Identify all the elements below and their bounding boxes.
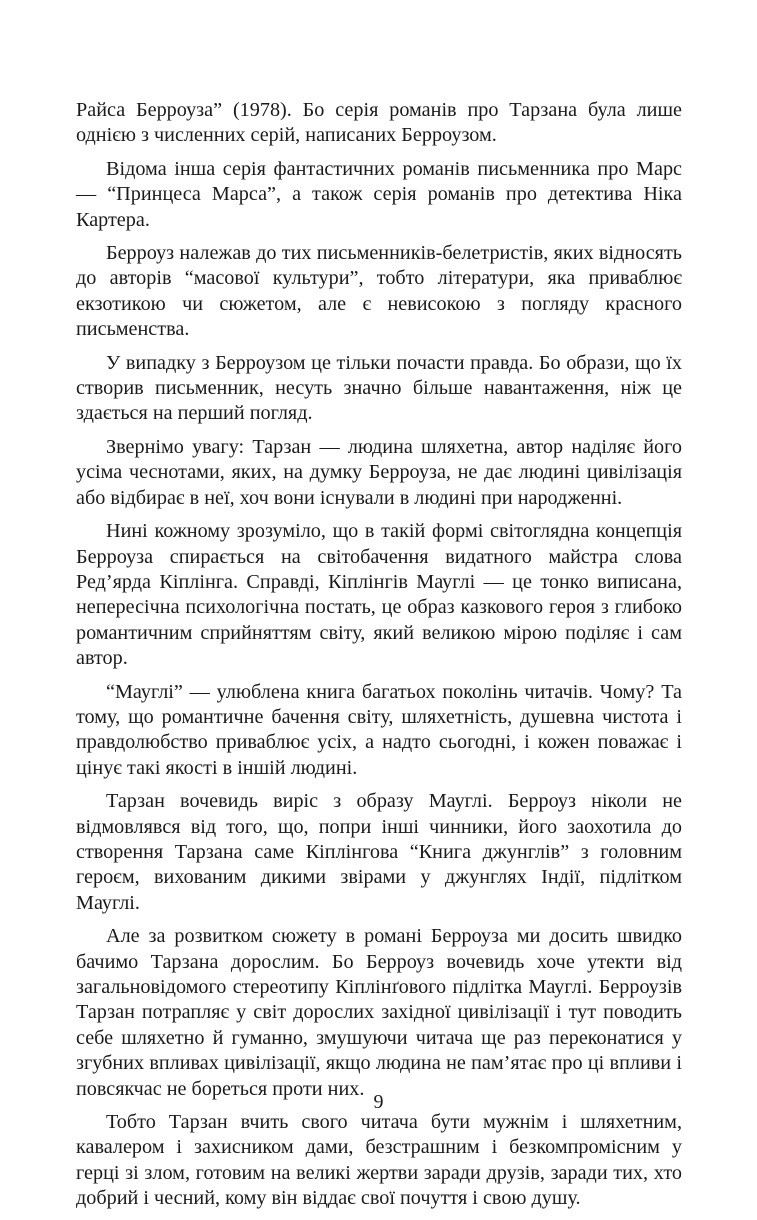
paragraph: Звернімо увагу: Тарзан — людина шляхетна, автор наділяє його усіма чеснотами, яких, на думку Берроуза, не дає людині цивілізація або відбирає в неї, хоч вони існували в людині при народженні. bbox=[76, 435, 682, 509]
paragraph: Відома інша серія фантастичних романів письменника про Марс — “Принцеса Марса”, а також серія романів про детектива Ніка Картера. bbox=[76, 157, 682, 231]
page-number: 9 bbox=[373, 1091, 384, 1113]
paragraph: Берроуз належав до тих письменників-белетристів, яких відносять до авторів “масової культури”, тобто літератури, яка приваблює екзотикою чи сюжетом, але є невисокою з погляду красного письменства. bbox=[76, 242, 682, 341]
paragraph: Тарзан вочевидь виріс з образу Мауглі. Берроуз ніколи не відмовлявся від того, що, попри інші чинники, його заохотила до створення Тарзана саме Кіплінгова “Книга джунглів” з головним героєм, вихованим дикими звірами у джунглях Індії, підлітком Мауглі. bbox=[76, 790, 682, 914]
paragraph: “Мауглі” — улюблена книга багатьох поколінь читачів. Чому? Та тому, що романтичне бачення світу, шляхетність, душевна чистота і правдолюбство приваблює усіх, а надто сьогодні, і кожен поважає і цінує такі якості в іншій людині. bbox=[76, 680, 682, 779]
paragraph: Тобто Тарзан вчить свого читача бути мужнім і шляхетним, кавалером і захисником дами, безстрашним і безкомпромісним у герці зі злом, готовим на великі жертви заради друзів, заради тих, хто добрий і чесний, кому він віддає свої почуття і свою душу. bbox=[76, 1111, 682, 1210]
paragraph: У випадку з Берроузом це тільки почасти правда. Бо образи, що їх створив письменник, несуть значно більше навантаження, ніж це здається на перший погляд. bbox=[76, 351, 682, 425]
paragraph: Але за розвитком сюжету в романі Берроуза ми досить швидко бачимо Тарзана дорослим. Бо Берроуз вочевидь хоче утекти від загальновідомого стереотипу Кіплінґового підлітка Мауглі. Берроузів Тарзан потрапляє у світ дорослих західної цивілізації і тут поводить себе шляхетно й гуманно, змушуючи читача ще раз переконатися у згубних впливах цивілізації, якщо людина не пам’ятає про ці впливи і повсякчас не бореться проти них. bbox=[76, 925, 682, 1100]
paragraph: Райса Берроуза” (1978). Бо серія романів про Тарзана була лише однією з численних серій, написаних Берроузом. bbox=[76, 99, 682, 147]
body-text bbox=[76, 98, 682, 1220]
paragraph: Нині кожному зрозуміло, що в такій формі світоглядна концепція Берроуза спирається на світобачення видатного майстра слова Ред’ярда Кіплінга. Справді, Кіплінгів Мауглі — це тонко виписана, непересічна психологічна постать, це образ казкового героя з глибоко романтичним сприйняттям світу, який великою мірою поділяє і сам автор. bbox=[76, 520, 682, 670]
